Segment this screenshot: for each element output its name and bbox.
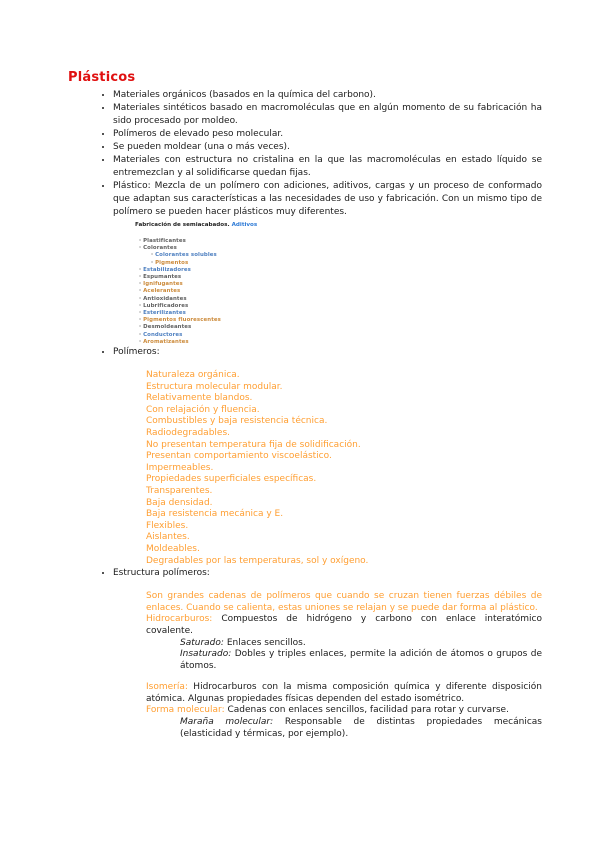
- estructura-intro-paragraph: Son grandes cadenas de polímeros que cuando se cruzan tienen fuerzas débiles de enlaces. Cuando se calienta, estas uniones se relajan y se puede dar forma al plástico.: [146, 591, 542, 613]
- property-item: Baja densidad.: [146, 497, 213, 508]
- definition-label: Saturado:: [180, 637, 224, 648]
- additive-item: [139, 324, 542, 331]
- additive-item: [139, 238, 542, 245]
- definition-text: Enlaces sencillos.: [226, 637, 306, 648]
- definition-entry: [146, 682, 542, 705]
- additives-list: [139, 238, 542, 346]
- property-item: Impermeables.: [146, 462, 214, 473]
- page-title: Plásticos: [68, 70, 136, 85]
- additive-item-label: Conductores: [143, 331, 183, 338]
- property-item: Relativamente blandos.: [146, 393, 253, 404]
- property-item: Moldeables.: [146, 543, 200, 554]
- additive-item-label: Aromatizantes: [143, 338, 189, 345]
- additive-item: [139, 303, 542, 310]
- additive-item: [139, 332, 542, 339]
- property-item: Naturaleza orgánica.: [146, 370, 240, 381]
- additive-item: [139, 288, 542, 295]
- document-body: [68, 70, 542, 740]
- definition-entry: [146, 614, 542, 637]
- property-item: Aislantes.: [146, 532, 190, 543]
- figure-caption-text: Fabricación de semiacabados.: [135, 222, 230, 228]
- definition-entry: [146, 705, 542, 717]
- definition-label: Hidrocarburos:: [146, 614, 213, 625]
- property-item: Degradables por las temperaturas, sol y oxígeno.: [146, 555, 369, 566]
- intro-bullet-item: • Plástico: Mezcla de un polímero con adiciones, aditivos, cargas y un proceso de conformado que adaptan sus características a las necesidades de uso y fabricación. Con un mismo tipo de polímero se pueden hacer plásticos muy diferentes.: [113, 180, 542, 219]
- additive-item-label: Espumantes: [143, 274, 182, 281]
- embedded-figure: [135, 222, 542, 346]
- additive-item: [139, 339, 542, 346]
- property-item: No presentan temperatura fija de solidificación.: [146, 439, 361, 450]
- polimeros-heading: • Polímeros:: [113, 346, 542, 359]
- additive-item-label: Desmoldeantes: [143, 324, 192, 331]
- intro-bullet-list: [68, 89, 542, 219]
- intro-bullet-item: • Materiales sintéticos basado en macromoléculas que en algún momento de su fabricación ha sido procesado por moldeo.: [113, 102, 542, 128]
- intro-bullet-item: • Polímeros de elevado peso molecular.: [113, 128, 542, 141]
- definition-entry: [180, 649, 542, 672]
- additive-item-label: Estabilizadores: [143, 266, 191, 273]
- estructura-section-heading: [68, 567, 542, 580]
- property-item: Combustibles y baja resistencia técnica.: [146, 416, 328, 427]
- additive-subitem: [151, 252, 542, 259]
- additive-item: [139, 296, 542, 303]
- intro-bullet-item: • Materiales con estructura no cristalina en la que las macromoléculas en estado líquido se entremezclan y al solidificarse quedan fijas.: [113, 154, 542, 180]
- property-item: Presentan comportamiento viscoelástico.: [146, 451, 332, 462]
- property-item: Estructura molecular modular.: [146, 381, 283, 392]
- definition-label: Maraña molecular:: [180, 717, 274, 728]
- polimeros-section-heading: [68, 346, 542, 359]
- aditivos-link[interactable]: Aditivos: [231, 222, 258, 228]
- additive-item-label: Antioxidantes: [143, 295, 187, 302]
- additive-subitem: [151, 260, 542, 267]
- intro-bullet-item: • Se pueden moldear (una o más veces).: [113, 141, 542, 154]
- property-item: Propiedades superficiales específicas.: [146, 474, 317, 485]
- definition-label: Isomería:: [146, 682, 188, 693]
- definition-label: Forma molecular:: [146, 705, 225, 716]
- property-item: Transparentes.: [146, 485, 213, 496]
- additive-item-label: Pigmentos fluorescentes: [143, 317, 221, 324]
- estructura-definitions: [146, 591, 542, 740]
- additive-item-label: Ignifugantes: [143, 281, 183, 288]
- additive-item: [139, 245, 542, 267]
- property-item: Flexibles.: [146, 520, 189, 531]
- definition-text: Cadenas con enlaces sencillos, facilidad para rotar y curvarse.: [227, 705, 509, 716]
- definition-label: Insaturado:: [180, 649, 232, 660]
- property-item: Baja resistencia mecánica y E.: [146, 509, 284, 520]
- additive-item-label: Esterilizantes: [143, 310, 186, 317]
- estructura-heading: • Estructura polímeros:: [113, 567, 542, 580]
- additive-item: [139, 317, 542, 324]
- additive-item: [139, 274, 542, 281]
- additive-subitem-label: Colorantes solubles: [155, 252, 217, 259]
- additive-item-label: Acelerantes: [143, 288, 181, 295]
- additive-item: [139, 310, 542, 317]
- figure-caption: [135, 222, 542, 229]
- additive-item-label: Plastificantes: [143, 238, 186, 244]
- property-item: Radiodegradables.: [146, 428, 230, 439]
- definition-entry: [180, 717, 542, 740]
- polimeros-properties-list: [146, 370, 542, 567]
- definition-entry: [180, 638, 542, 650]
- definition-text: Dobles y triples enlaces, permite la adición de átomos o grupos de átomos.: [180, 649, 542, 671]
- definition-text: Compuestos de hidrógeno y carbono con enlace interatómico covalente.: [146, 614, 542, 636]
- intro-bullet-item: • Materiales orgánicos (basados en la química del carbono).: [113, 89, 542, 102]
- additive-item-label: Lubrificadores: [143, 302, 189, 309]
- definition-text: Responsable de distintas propiedades mecánicas (elasticidad y térmicas, por ejemplo).: [180, 717, 542, 739]
- additive-subitem-label: Pigmentos: [155, 259, 189, 266]
- additive-item: [139, 281, 542, 288]
- additive-item: [139, 267, 542, 274]
- property-item: Con relajación y fluencia.: [146, 404, 260, 415]
- additive-item-label: Colorantes: [143, 245, 177, 252]
- additive-sublist: [151, 252, 542, 266]
- definition-text: Hidrocarburos con la misma composición química y diferente disposición atómica. Algunas propiedades físicas dependen del estado isométrico.: [146, 682, 542, 704]
